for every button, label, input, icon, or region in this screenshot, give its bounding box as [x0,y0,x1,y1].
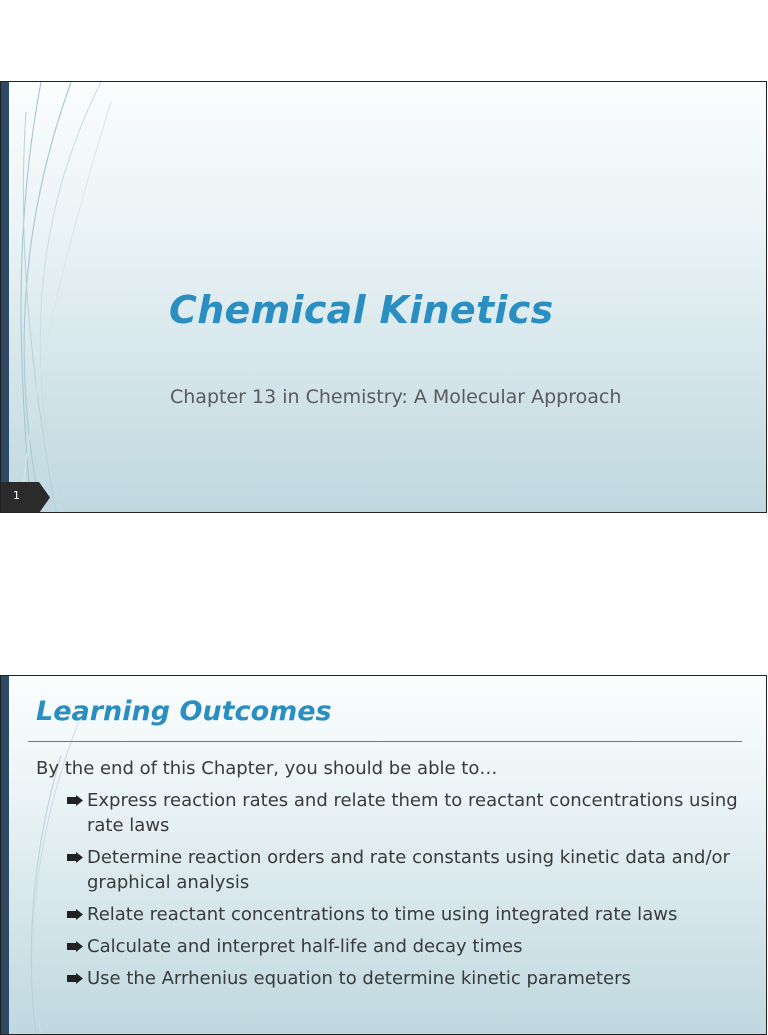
arrow-bullet-icon [67,795,83,806]
slide-subtitle: Chapter 13 in Chemistry: A Molecular Approach [170,386,622,408]
page-number: 1 [13,489,20,502]
page-number-badge [1,482,51,513]
arrow-bullet-icon [67,852,83,863]
decorative-swoosh-lines [1,82,121,512]
arrow-bullet-icon [67,973,83,984]
learning-outcomes-slide [0,675,767,1035]
slide-title: Chemical Kinetics [169,288,554,332]
arrow-bullet-icon [67,909,83,920]
outcomes-list [67,788,747,998]
list-item-text: Relate reactant concentrations to time using integrated rate laws [87,904,678,925]
arrow-bullet-icon [67,941,83,952]
list-item-text: Calculate and interpret half-life and decay times [87,936,523,957]
list-item [67,845,747,895]
list-item [67,934,747,959]
intro-text: By the end of this Chapter, you should be able to… [36,758,498,779]
slide-title: Learning Outcomes [36,696,332,727]
list-item [67,788,747,838]
title-divider [28,741,742,742]
list-item-text: Express reaction rates and relate them to reactant concentrations using rate laws [87,790,738,836]
list-item-text: Use the Arrhenius equation to determine kinetic parameters [87,968,631,989]
list-item [67,966,747,991]
list-item [67,902,747,927]
list-item-text: Determine reaction orders and rate constants using kinetic data and/or graphical analysis [87,847,730,893]
title-slide [0,81,767,513]
